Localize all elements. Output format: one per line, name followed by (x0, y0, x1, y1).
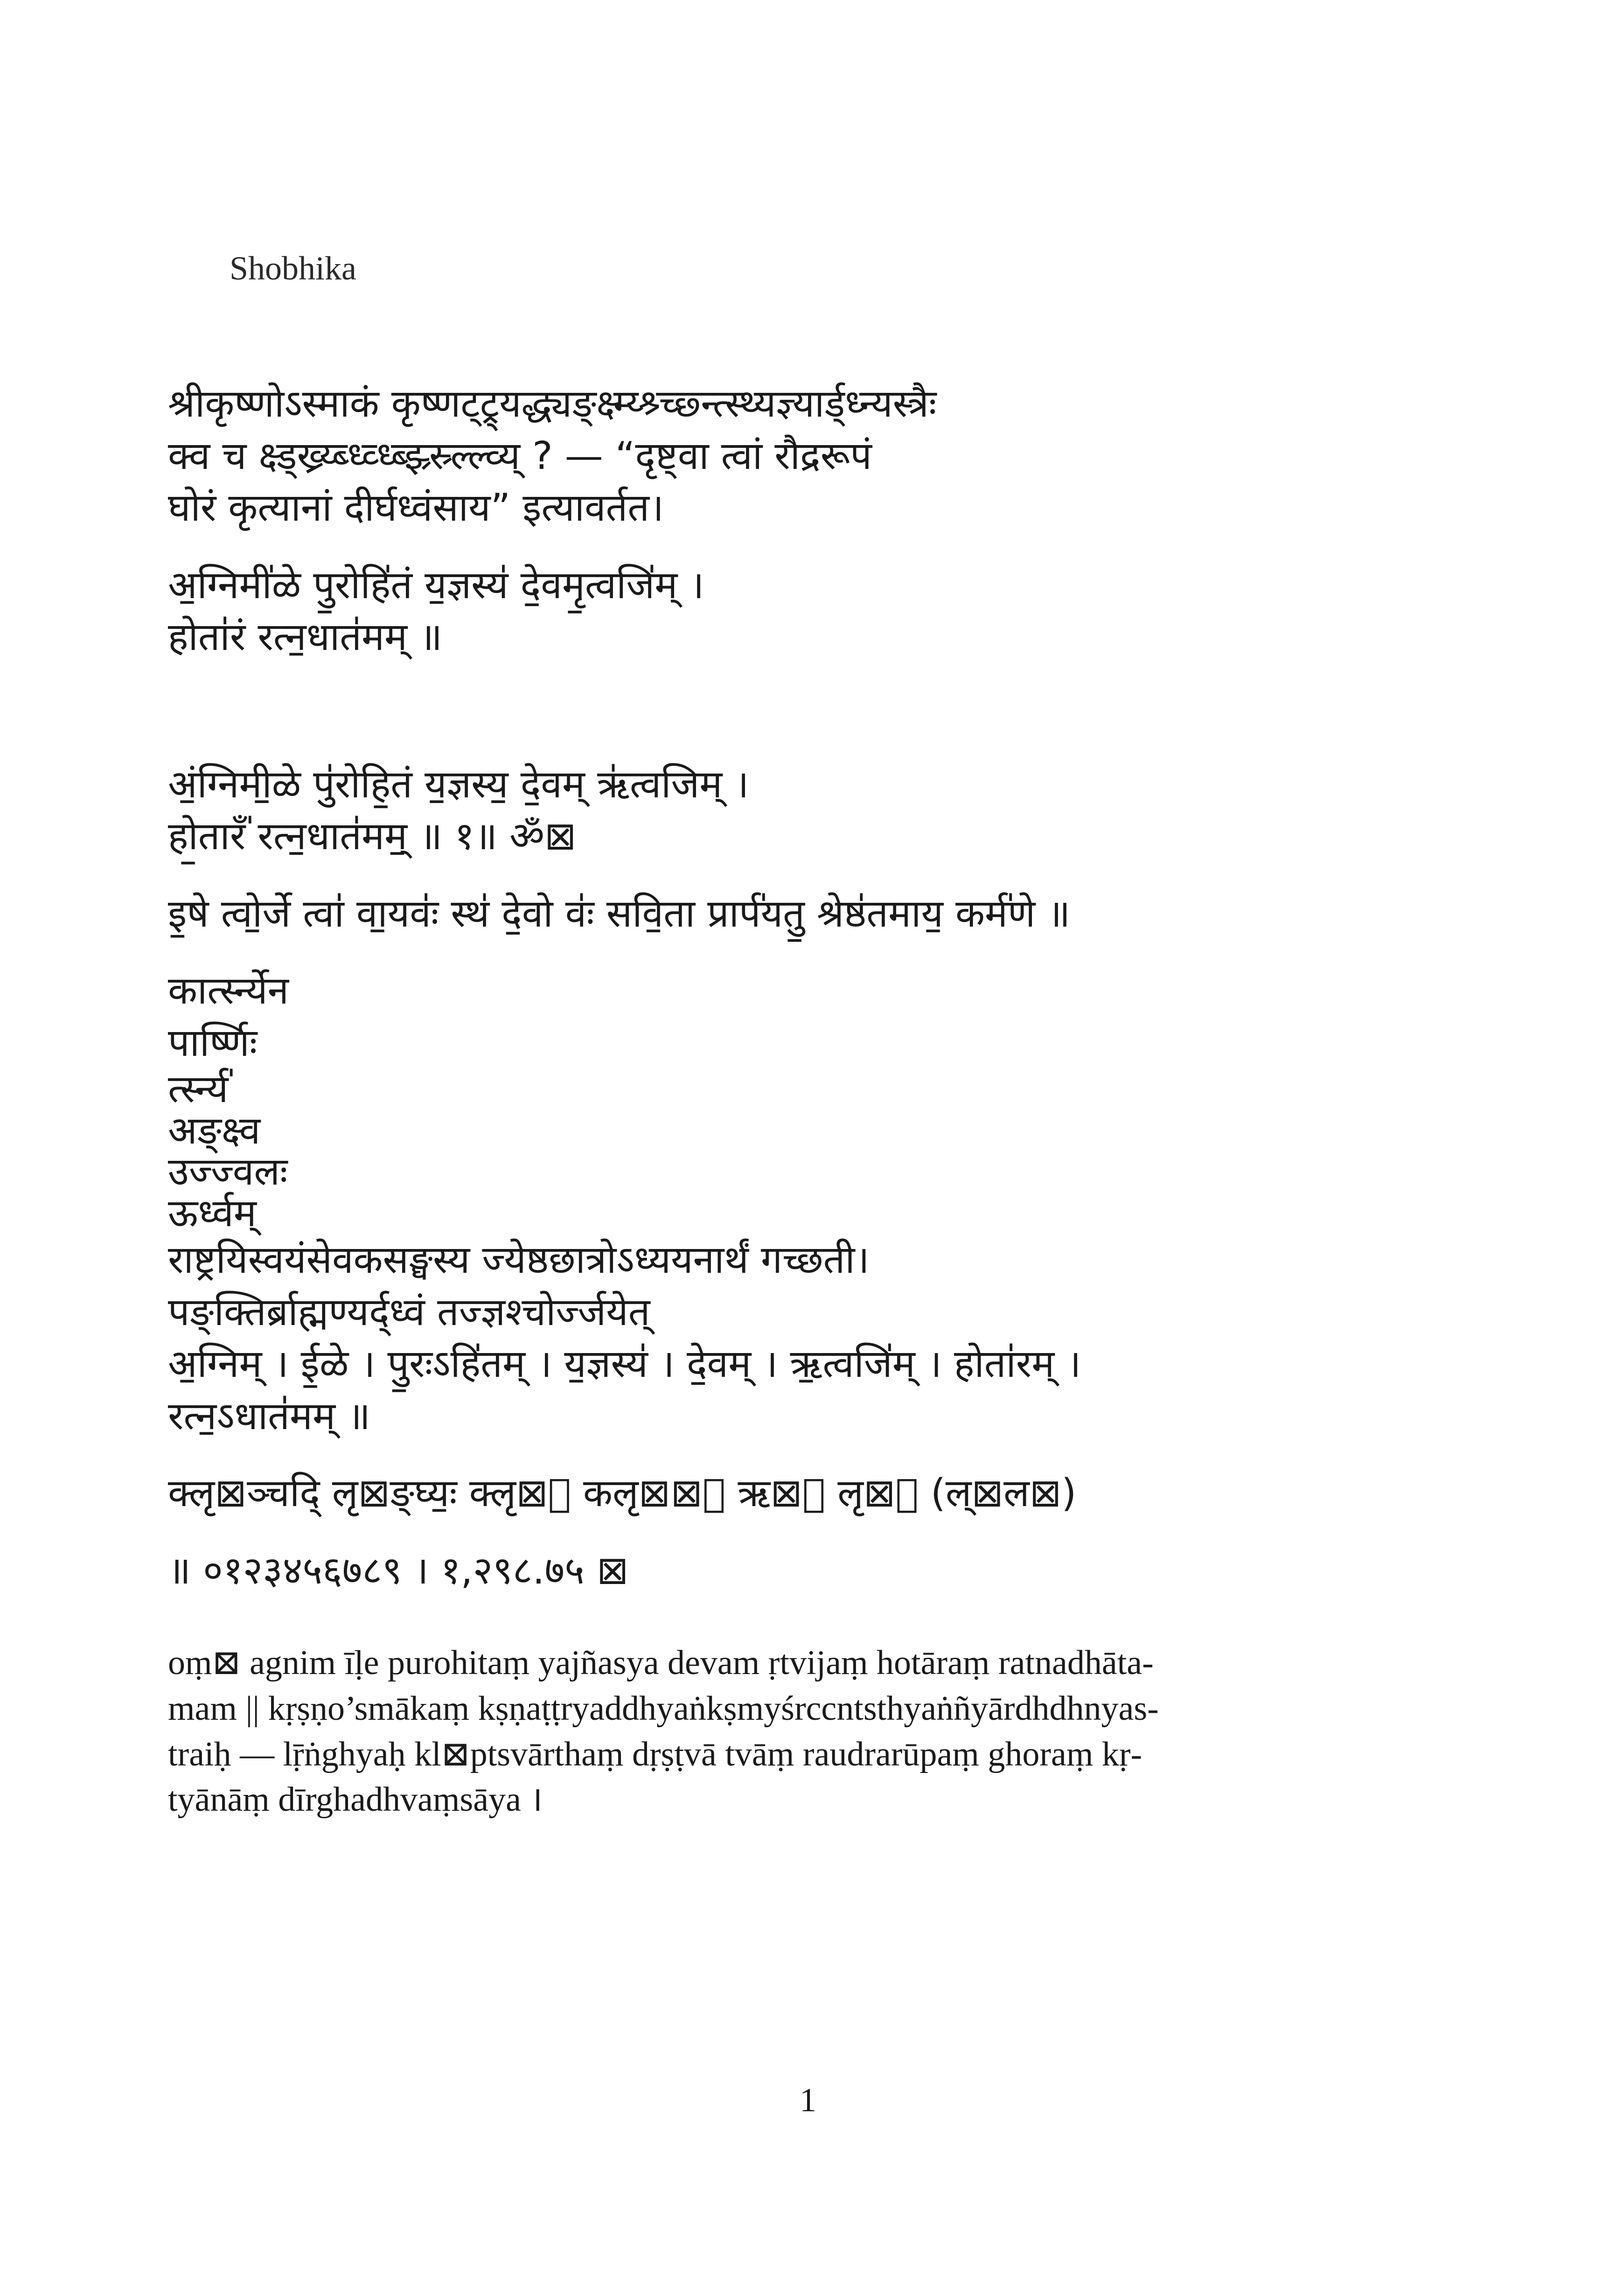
paragraph-rigveda-verse (168, 559, 1456, 663)
text-line: क्लृ⊠ञ्चदि् लृ⊠ङ्घ्यः॒ क्लृ⊠ँ कलृ⊠⊠ः ऋ⊠ँ लृ⊠ँ (ल्⊠ल⊠) (168, 1471, 1077, 1516)
text-line: रत्न॒ऽधात॑मम् ॥ (168, 1394, 371, 1438)
text-line: उज्ज्वलः (168, 1150, 288, 1194)
text-line: र्त्स्न्य॑ (168, 1067, 229, 1112)
paragraph-rigveda-accented (168, 759, 1456, 863)
text-line: घोरं कृत्यानां दीर्घध्वंसाय” इत्यावर्तत। (168, 486, 664, 530)
paragraph-numerals (168, 1545, 1456, 1597)
text-line: क्व च क्ष्ड्ख्र्य्ब्ध्व्ध्ब्झ्र्स्र्ल्ल्व्य् ? — “दृष्ट्वा त्वां रौद्ररूपं (168, 433, 872, 478)
text-line: traiḥ — lṝṅghyaḥ kl⊠ptsvārthaṃ dṛṣṭvā tvāṃ raudrarūpaṃ ghoraṃ kṛ- (168, 1735, 1142, 1773)
vertical-gap (168, 1622, 1456, 1640)
text-line: हो॒तारँ॑ रत्न॒धात॑मम्॒ ॥ १॥ ॐ⊠ (168, 814, 577, 859)
page-number: 1 (800, 2081, 816, 2119)
text-line: होता॑रं रत्न॒धात॑मम् ॥ (168, 615, 443, 660)
text-line: अङ्क्ष्व (168, 1108, 261, 1153)
paragraph-krishna (168, 378, 1456, 534)
paragraph-conjunct-list (168, 965, 1456, 1442)
paragraph-vocalic-test (168, 1467, 1456, 1520)
paragraph-yajurveda (168, 888, 1456, 940)
document-body (168, 378, 1456, 1823)
text-line: tyānāṃ dīrghadhvaṃsāya । (168, 1780, 543, 1819)
paragraph-transliteration (168, 1640, 1456, 1823)
text-line: अं॒ग्निमी॒ळे पु॑रोहि॒तं य॒ज्ञस्य॒ दे॒वम् ऋ॑त्वजिम् । (168, 762, 749, 807)
text-line: राष्ट्रयिस्वयंसेवकसङ्घस्य ज्येष्ठछात्रोऽध्ययनार्थं गच्छती। (168, 1238, 870, 1283)
text-line: अ॒ग्निमी॑ळे पु॒रोहि॑तं य॒ज्ञस्य॑ दे॒वमृ॒त्वजि॑म् । (168, 563, 704, 607)
text-line: ॥ ०१२३४५६७८९ । १,२९८.७५ ⊠ (168, 1548, 629, 1593)
text-line: mam || kṛṣṇo’smākaṃ kṣṇaṭṭryaddhyaṅkṣmyśrccntsthyaṅñyārdhdhnyas- (168, 1689, 1159, 1728)
running-header: Shobhika (230, 250, 357, 287)
text-line: पार्ष्णिः (168, 1020, 258, 1065)
text-line: अ॒ग्निम् । ई॒ळे । पु॒रःऽहि॑तम् । य॒ज्ञस्य॑ । दे॒वम् । ऋ॒त्वजि॑म् । होता॑रम् । (168, 1342, 1081, 1387)
text-line: पङ्क्तिर्ब्राह्मण्यर्द्ध्वं तज्ज्ञश्चोर्ज्जयेत् (168, 1290, 650, 1334)
text-line: oṃ⊠ agnim īḷe purohitaṃ yajñasya devam ṛtvijaṃ hotāraṃ ratnadhāta- (168, 1644, 1154, 1682)
text-line: श्रीकृष्णोऽस्माकं कृष्णट्ट्र्यद्ध्यङ्क्ष्म्य्श्र्च्छ्न्त्स्थ्यज्ञ्यार्ड्ध्न्यस्त्रैः (168, 382, 937, 426)
text-line: कार्त्स्न्येन (168, 969, 289, 1013)
text-line: ऊर्ध्वम् (168, 1191, 257, 1235)
text-line: इ॒षे त्वो॒र्जे त्वा॑ वा॒यवः॑ स्थ॑ दे॒वो वः॑ सवि॒ता प्रार्प॑यतु॒ श्रेष्ठ॑तमाय॒ कर्म॑णे ॥ (168, 891, 1071, 936)
vertical-gap (168, 689, 1456, 759)
